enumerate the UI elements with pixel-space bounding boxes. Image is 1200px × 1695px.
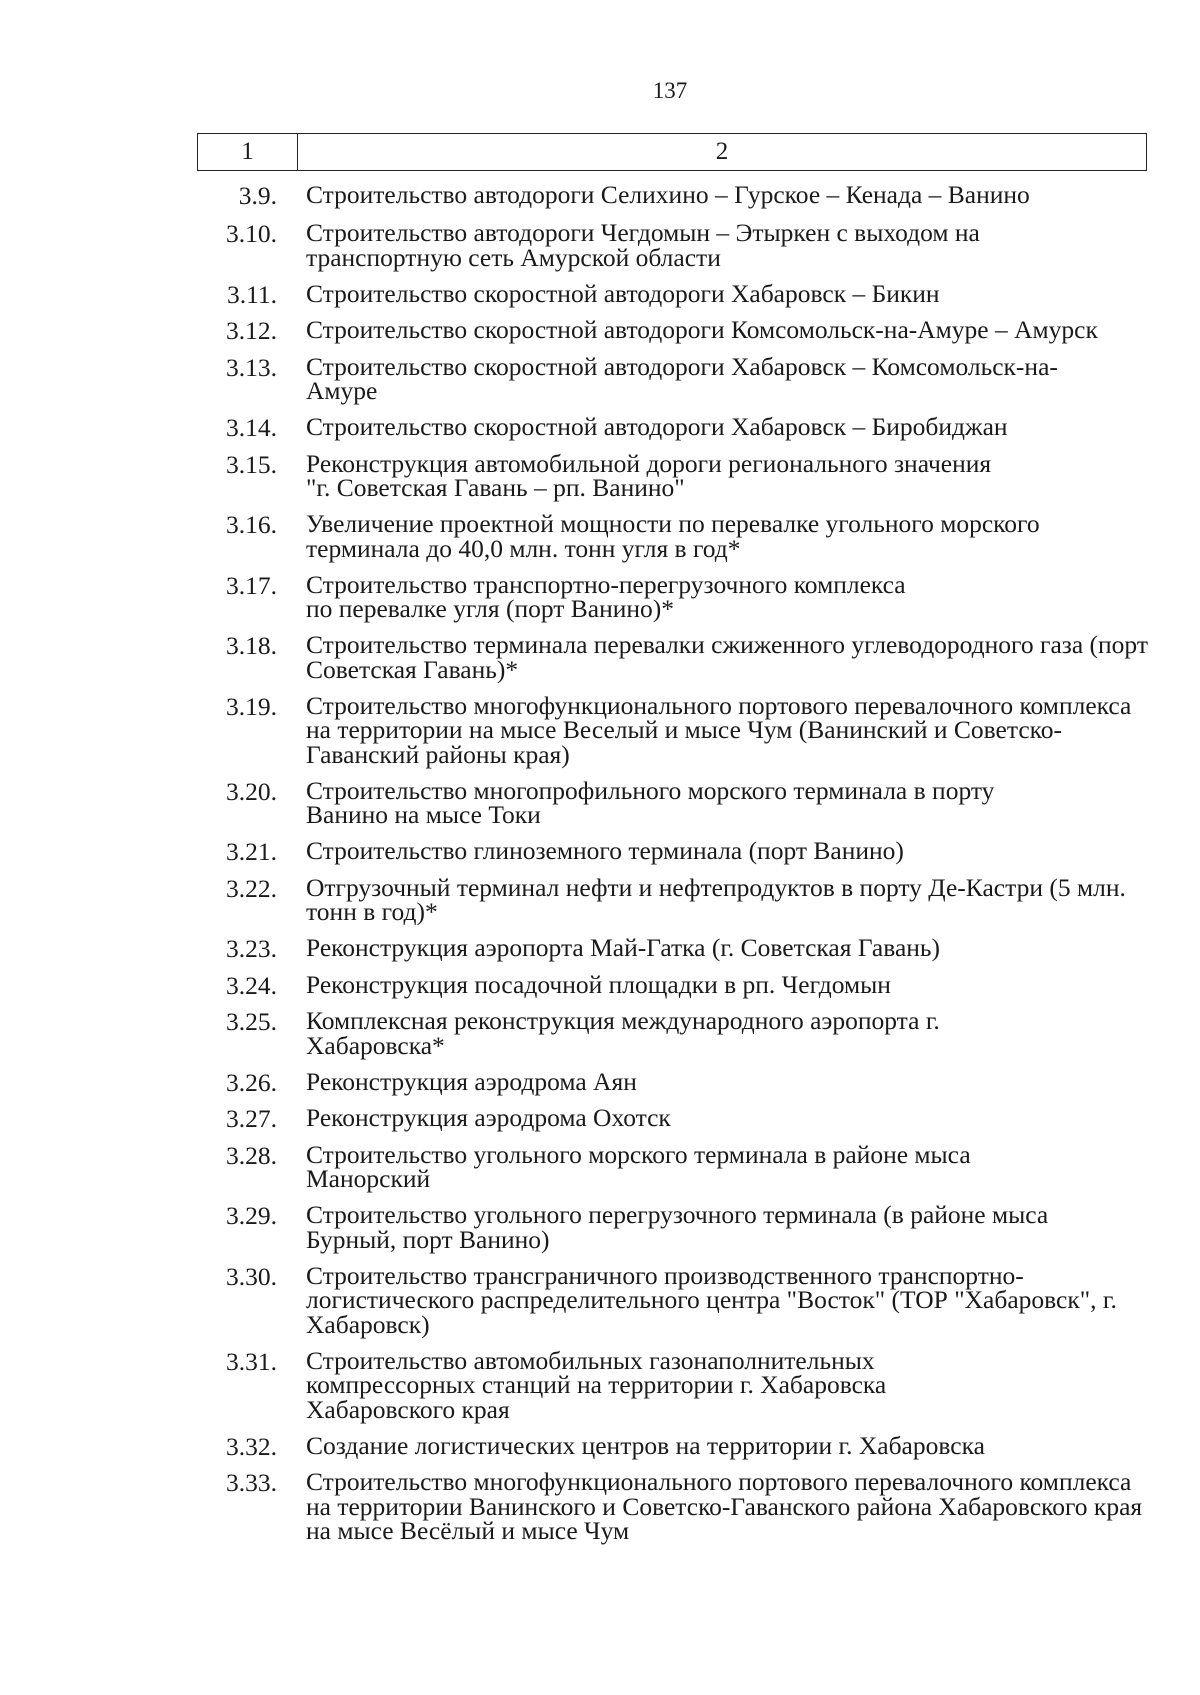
- row-number: 3.9.: [238, 181, 277, 210]
- row-number: 3.17.: [226, 570, 277, 600]
- row-number: 3.31.: [226, 1346, 277, 1376]
- table-row: [197, 180, 1157, 210]
- table-row: [197, 872, 1157, 926]
- row-number: 3.16.: [226, 510, 277, 539]
- table-row: [197, 509, 1157, 563]
- row-number: 3.10.: [226, 219, 277, 248]
- row-number: 3.12.: [226, 316, 277, 345]
- row-number: 3.28.: [226, 1140, 277, 1170]
- row-number: 3.25.: [226, 1007, 277, 1036]
- row-number: 3.32.: [226, 1431, 277, 1461]
- row-number: 3.26.: [226, 1067, 277, 1097]
- row-text: Комплексная реконструкция международного аэропорта г. Хабаровска*: [306, 1006, 940, 1060]
- table-row: [197, 836, 1157, 866]
- table-row: [197, 569, 1157, 623]
- row-number: 3.18.: [226, 631, 277, 660]
- table-row: [197, 933, 1157, 963]
- row-text: Реконструкция аэродрома Аян: [306, 1066, 637, 1096]
- row-text: Строительство многофункционального портового перевалочного комплекса на территории на мысе Веселый и мысе Чум (Ванинский и Советско-Гаванский районы края): [306, 690, 1132, 769]
- row-text: Реконструкция аэродрома Охотск: [306, 1103, 671, 1132]
- row-number: 3.22.: [226, 873, 277, 903]
- row-number: 3.23.: [226, 934, 277, 963]
- table-row: [197, 351, 1157, 405]
- table-row: [197, 1139, 1157, 1193]
- table-row: [197, 630, 1157, 684]
- row-number: 3.29.: [226, 1201, 277, 1230]
- page-number: 137: [652, 78, 688, 103]
- row-text: Строительство автодороги Селихино – Гурское – Кенада – Ванино: [306, 180, 1030, 209]
- table-row: [197, 1467, 1157, 1545]
- row-number: 3.13.: [226, 352, 277, 382]
- table-row: [197, 448, 1157, 502]
- row-number: 3.19.: [226, 691, 277, 721]
- table-row: [197, 278, 1157, 309]
- row-text: Строительство скоростной автодороги Комсомольск-на-Амуре – Амурск: [306, 315, 1098, 344]
- row-number: 3.20.: [226, 776, 277, 806]
- table-row: [197, 690, 1157, 769]
- row-text: Создание логистических центров на территории г. Хабаровска: [306, 1430, 985, 1460]
- row-text: Реконструкция автомобильной дороги регионального значения "г. Советская Гавань – рп. Ванино": [306, 448, 992, 502]
- table-row: [197, 969, 1157, 1000]
- row-text: Строительство автодороги Чегдомын – Этыркен с выходом на транспортную сеть Амурской области: [306, 218, 980, 272]
- row-text: Строительство многофункционального портового перевалочного комплекса на территории Ванинского и Советско-Гаванского района Хабаровского края на мысе Весёлый и мысе Чум: [306, 1467, 1143, 1545]
- header-column-2: 2: [715, 138, 729, 165]
- row-text: Строительство скоростной автодороги Хабаровск – Комсомольск-на-Амуре: [306, 351, 1058, 405]
- row-text: Реконструкция посадочной площадки в рп. Чегдомын: [306, 969, 891, 999]
- row-text: Строительство глиноземного терминала (порт Ванино): [306, 836, 904, 865]
- row-number: 3.14.: [226, 413, 277, 442]
- row-text: Строительство угольного морского терминала в районе мыса Манорский: [306, 1139, 971, 1193]
- row-text: Строительство скоростной автодороги Хабаровск – Биробиджан: [306, 412, 1008, 441]
- row-number: 3.15.: [226, 449, 277, 479]
- row-text: Строительство транспортно-перегрузочного комплекса по перевалке угля (порт Ванино)*: [306, 569, 906, 623]
- table-row: [197, 1200, 1157, 1254]
- table-row: [197, 1103, 1157, 1133]
- row-text: Строительство терминала перевалки сжиженного углеводородного газа (порт Советская Гавань)*: [306, 630, 1148, 684]
- row-text: Отгрузочный терминал нефти и нефтепродуктов в порту Де-Кастри (5 млн. тонн в год)*: [306, 872, 1126, 926]
- table-row: [197, 412, 1157, 442]
- row-number: 3.30.: [226, 1261, 277, 1291]
- row-text: Строительство трансграничного производственного транспортно-логистического распределительного центра "Восток" (ТОР "Хабаровск", г. Хабаровск): [306, 1260, 1117, 1339]
- table-row: [197, 1006, 1157, 1060]
- row-text: Строительство скоростной автодороги Хабаровск – Бикин: [306, 278, 940, 308]
- table-header: [197, 133, 1147, 171]
- table-row: [197, 1430, 1157, 1461]
- row-text: Строительство многопрофильного морского терминала в порту Ванино на мысе Токи: [306, 775, 995, 829]
- row-text: Увеличение проектной мощности по перевалке угольного морского терминала до 40,0 млн. тонн угля в год*: [306, 509, 1040, 563]
- table-row: [197, 1260, 1157, 1339]
- table-row: [197, 315, 1157, 345]
- header-column-1: 1: [198, 134, 298, 170]
- table-body: [197, 180, 1157, 1555]
- row-number: 3.27.: [226, 1104, 277, 1133]
- table-row: [197, 775, 1157, 829]
- row-text: Строительство угольного перегрузочного терминала (в районе мыса Бурный, порт Ванино): [306, 1200, 1049, 1254]
- row-text: Реконструкция аэропорта Май-Гатка (г. Советская Гавань): [306, 933, 941, 962]
- table-row: [197, 1066, 1157, 1097]
- row-number: 3.24.: [226, 970, 277, 1000]
- table-row: [197, 218, 1157, 272]
- row-text: Строительство автомобильных газонаполнительных компрессорных станций на территории г. Хабаровска Хабаровского края: [306, 1345, 887, 1424]
- row-number: 3.11.: [226, 279, 277, 309]
- row-number: 3.33.: [226, 1468, 277, 1497]
- row-number: 3.21.: [226, 837, 277, 866]
- table-row: [197, 1345, 1157, 1424]
